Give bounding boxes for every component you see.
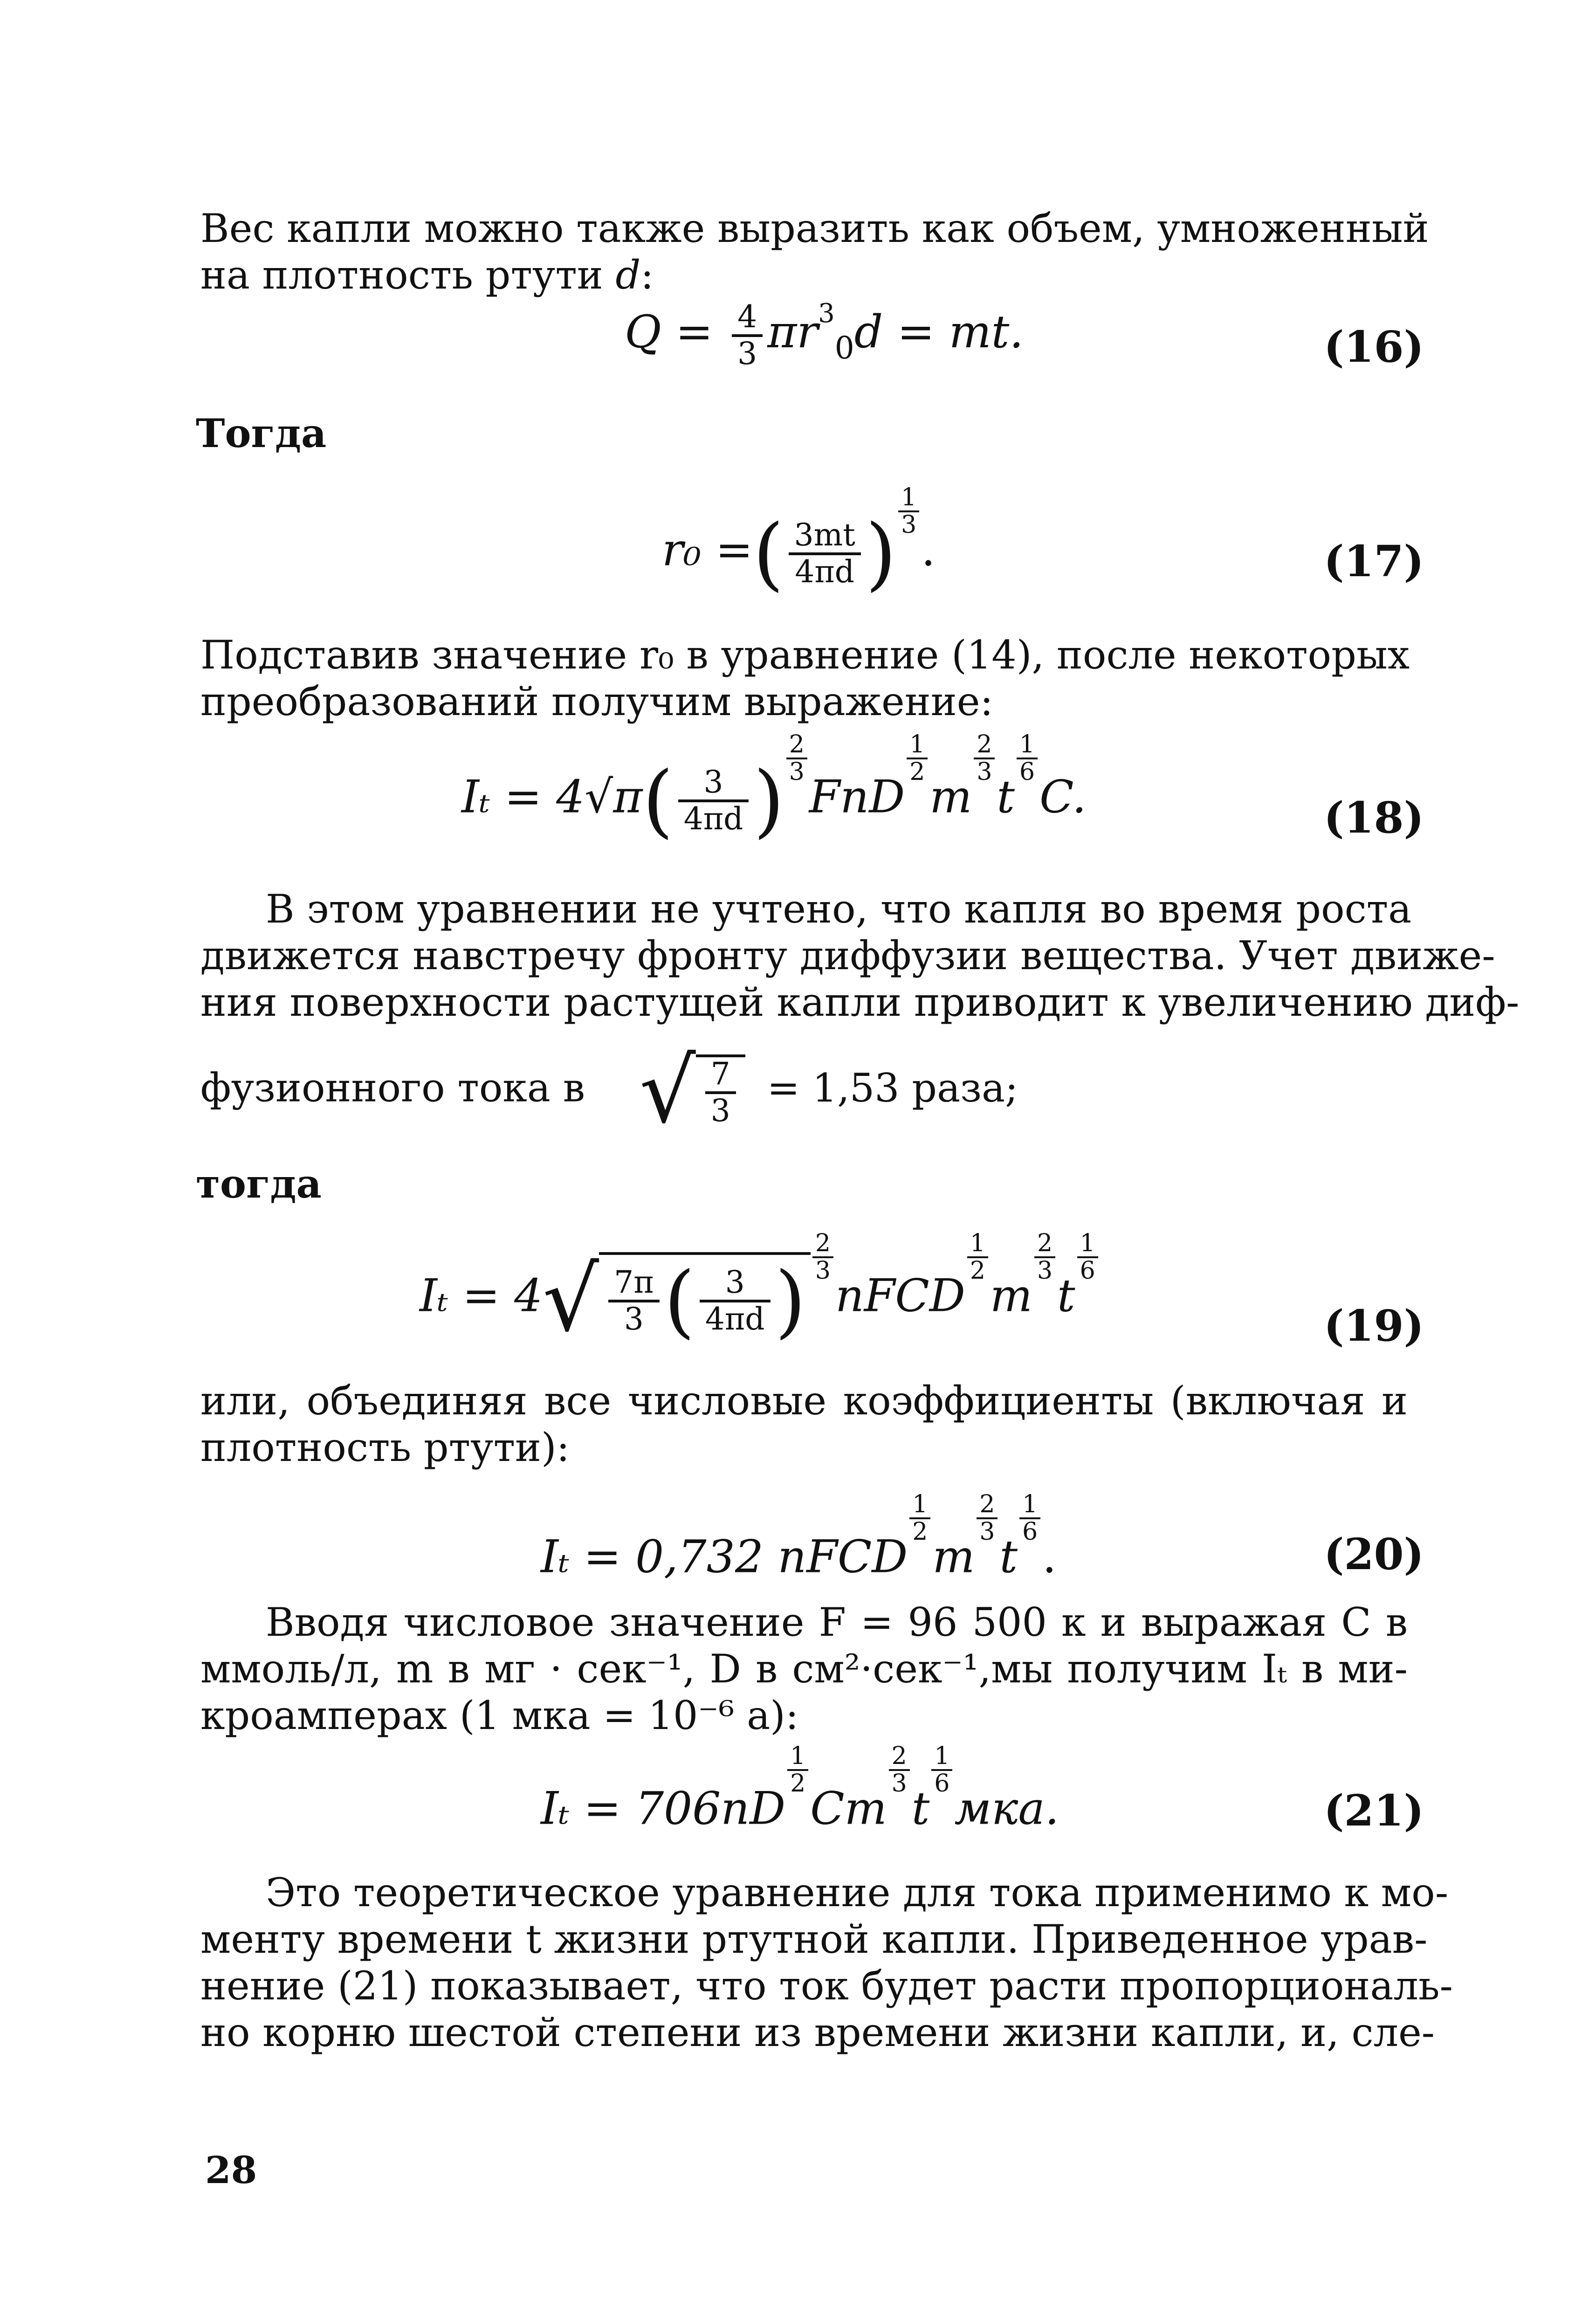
text-line: но корню шестой степени из времени жизни капли, и, сле-	[200, 2010, 1435, 2055]
exp-denominator: 6	[1022, 1517, 1038, 1546]
paragraph-units	[200, 1599, 1408, 1739]
equation-number-17: (17)	[1324, 536, 1424, 586]
exp-denominator: 3	[901, 510, 917, 539]
exp-denominator: 3	[1037, 1256, 1053, 1285]
text-line: или, объединяя все числовые коэффициенты (включая и	[200, 1378, 1408, 1424]
numerator: 7	[705, 1057, 736, 1094]
equation-number-18: (18)	[1324, 792, 1424, 843]
exponent-fraction	[974, 732, 995, 785]
equation-19	[420, 1231, 1100, 1351]
eq-factor: FnD	[809, 771, 905, 823]
text-line: ммоль/л, m в мг · сек⁻¹, D в см²·сек⁻¹,мы получим Iₜ в ми-	[200, 1646, 1408, 1692]
eq-lhs: Iₜ = 4√π	[461, 771, 643, 823]
denominator: 4πd	[705, 1301, 765, 1337]
correction-factor-line	[200, 1040, 1018, 1143]
exp-denominator: 3	[979, 1517, 995, 1546]
sqrt-body	[599, 1252, 811, 1347]
exponent-fraction	[889, 1743, 910, 1796]
left-paren: (	[664, 1254, 695, 1347]
text-line: движется навстречу фронту диффузии вещества. Учет движе-	[200, 933, 1495, 978]
equation-18	[461, 732, 1087, 847]
eq-factor: t	[997, 771, 1015, 823]
exp-numerator: 1	[909, 1492, 930, 1519]
eq-lhs: r₀ =	[662, 524, 753, 576]
right-paren: )	[865, 507, 897, 600]
exp-numerator: 1	[1077, 1231, 1098, 1258]
exponent-fraction	[898, 485, 919, 537]
text-fragment: :	[640, 252, 654, 298]
sqrt-sign: √	[639, 1040, 696, 1143]
superscript: 3	[818, 298, 835, 329]
exp-numerator: 2	[812, 1231, 833, 1258]
fraction	[789, 518, 861, 589]
eq-factor: t	[1057, 1269, 1075, 1322]
exponent-fraction	[907, 732, 928, 785]
text-line: менту времени t жизни ртутной капли. Приведенное урав-	[200, 1916, 1428, 1962]
exp-denominator: 3	[977, 758, 992, 786]
eq-tail: .	[921, 524, 936, 576]
exp-denominator: 3	[815, 1256, 831, 1285]
exp-numerator: 2	[974, 732, 995, 759]
subscript: 0	[834, 330, 854, 366]
exponent-fraction	[909, 1492, 930, 1544]
exponent-fraction	[1034, 1231, 1055, 1283]
numerator: 3	[700, 1266, 770, 1302]
denominator: 3	[710, 1092, 730, 1129]
exp-numerator: 1	[907, 732, 928, 759]
exp-numerator: 1	[967, 1231, 988, 1258]
text-line: преобразований получим выражение:	[200, 679, 993, 724]
exp-denominator: 2	[909, 758, 925, 786]
numerator: 3mt	[789, 518, 861, 555]
page-number: 28	[205, 2148, 257, 2192]
left-paren: (	[642, 754, 674, 847]
fraction	[705, 1057, 736, 1128]
exponent-fraction	[812, 1231, 833, 1283]
exp-numerator: 2	[1034, 1231, 1055, 1258]
exp-denominator: 6	[934, 1769, 950, 1798]
eq-lhs: Iₜ = 706nD	[541, 1782, 786, 1835]
equation-number-16: (16)	[1324, 322, 1424, 372]
exp-denominator: 3	[789, 758, 805, 786]
denominator: 3	[737, 336, 757, 372]
paragraph-substitution	[200, 632, 1408, 725]
text-line: нение (21) показывает, что ток будет расти пропорциональ-	[200, 1963, 1453, 2009]
exp-numerator: 2	[786, 732, 807, 759]
exp-denominator: 2	[790, 1769, 806, 1798]
exp-denominator: 6	[1080, 1256, 1095, 1285]
exponent-fraction	[1077, 1231, 1098, 1283]
text-line: Вес капли можно также выразить как объем, умноженный	[200, 206, 1429, 251]
exp-denominator: 2	[912, 1517, 928, 1546]
numerator: 7π	[608, 1266, 659, 1302]
sqrt-sign: √	[543, 1248, 599, 1351]
exp-denominator: 3	[891, 1769, 907, 1798]
fraction	[608, 1266, 659, 1336]
eq-factor: Cm	[810, 1782, 887, 1835]
text-line: кроамперах (1 мка = 10⁻⁶ а):	[200, 1693, 799, 1738]
exp-numerator: 1	[1017, 732, 1038, 759]
right-paren: )	[775, 1254, 806, 1347]
fraction	[700, 1266, 770, 1336]
denominator: 4πd	[683, 800, 743, 837]
paragraph-correction	[200, 886, 1520, 1026]
eq-factor: t	[999, 1530, 1018, 1583]
fraction	[732, 300, 763, 371]
text-line: В этом уравнении не учтено, что капля во время роста	[266, 886, 1412, 932]
exponent-fraction	[931, 1743, 952, 1796]
text-fragment: фузионного тока в	[200, 1065, 585, 1111]
then-heading-2: тогда	[196, 1161, 322, 1207]
exponent-fraction	[1019, 1492, 1040, 1544]
eq-body: πr	[767, 306, 819, 358]
eq-tail: C.	[1039, 771, 1087, 823]
denominator: 4πd	[795, 553, 855, 590]
exp-denominator: 6	[1019, 758, 1035, 786]
text-fragment: = 1,53 раза;	[767, 1065, 1018, 1111]
numerator: 3	[678, 765, 749, 802]
exp-numerator: 1	[1019, 1492, 1040, 1519]
right-paren: )	[753, 754, 784, 847]
exp-numerator: 1	[931, 1743, 952, 1771]
text-line: Это теоретическое уравнение для тока применимо к мо-	[266, 1870, 1449, 1915]
text-line	[200, 252, 1408, 298]
text-line: Подставив значение r₀ в уравнение (14), после некоторых	[200, 632, 1410, 678]
left-paren: (	[753, 507, 784, 600]
exp-numerator: 1	[898, 485, 919, 512]
text-line: Вводя числовое значение F = 96 500 к и выражая C в	[266, 1599, 1408, 1645]
eq-lhs: Iₜ = 4	[420, 1269, 543, 1322]
eq-factor: m	[929, 771, 972, 823]
denominator: 3	[624, 1301, 644, 1337]
equation-17	[662, 485, 936, 600]
exponent-fraction	[967, 1231, 988, 1283]
sqrt-body	[696, 1054, 745, 1128]
eq-tail: мка.	[954, 1782, 1059, 1835]
eq-factor: nFCD	[835, 1269, 965, 1322]
eq-factor: m	[990, 1269, 1032, 1322]
equation-20	[541, 1492, 1057, 1583]
exp-numerator: 2	[977, 1492, 998, 1519]
exponent-fraction	[786, 732, 807, 785]
eq-tail: .	[1042, 1530, 1057, 1583]
eq-rest: d = mt.	[854, 306, 1024, 358]
text-line: ния поверхности растущей капли приводит к увеличению диф-	[200, 979, 1520, 1025]
exp-numerator: 2	[889, 1743, 910, 1771]
equation-number-19: (19)	[1324, 1301, 1424, 1351]
equation-number-20: (20)	[1324, 1529, 1424, 1579]
eq-lhs: Q =	[625, 306, 713, 358]
equation-number-21: (21)	[1324, 1785, 1424, 1836]
eq-factor: t	[911, 1782, 930, 1835]
variable-d: d	[615, 252, 641, 298]
text-fragment: на плотность ртути	[200, 252, 616, 298]
equation-21	[541, 1743, 1059, 1835]
paragraph-drop-weight	[200, 205, 1429, 298]
text-line: плотность ртути):	[200, 1425, 570, 1470]
fraction	[678, 765, 749, 836]
exp-numerator: 1	[787, 1743, 808, 1771]
paragraph-conclusion	[200, 1869, 1453, 2056]
paragraph-combining	[200, 1378, 1408, 1471]
exp-denominator: 2	[970, 1256, 985, 1285]
eq-lhs: Iₜ = 0,732 nFCD	[541, 1530, 908, 1583]
equation-16	[625, 298, 1024, 371]
eq-factor: m	[932, 1530, 975, 1583]
numerator: 4	[732, 300, 763, 337]
exponent-fraction	[787, 1743, 808, 1796]
then-heading: Тогда	[196, 410, 327, 456]
exponent-fraction	[977, 1492, 998, 1544]
exponent-fraction	[1017, 732, 1038, 785]
